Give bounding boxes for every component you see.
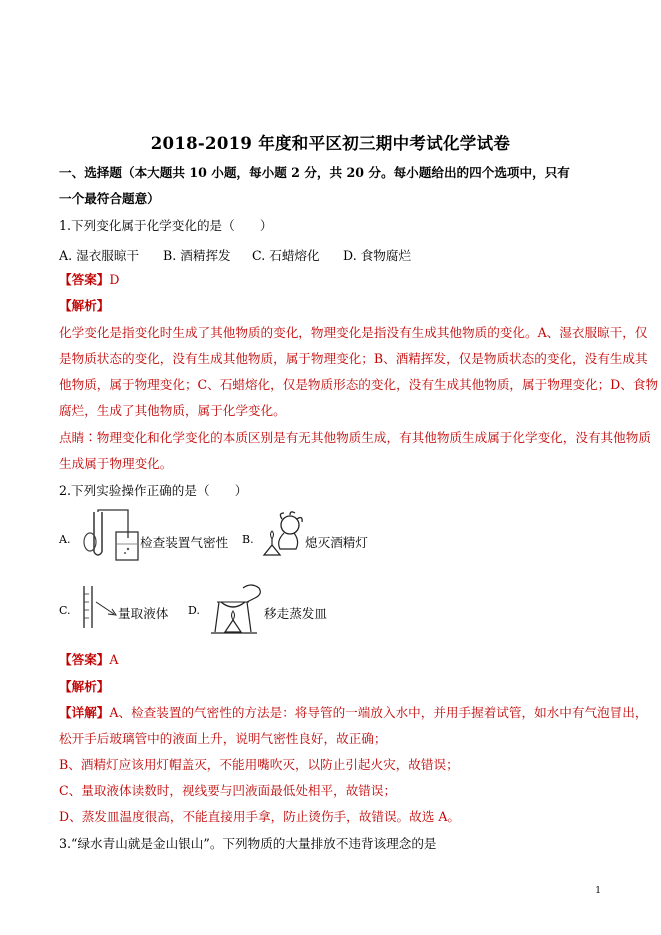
q1-option-a: A. 湿衣服晾干: [59, 248, 140, 263]
q2-detail-text-1: A、检查装置的气密性的方法是：将导管的一端放入水中，并用手握着试管，如水中有气泡冒出，: [109, 705, 648, 720]
q2-figure-d-caption: 移走蒸发皿: [264, 606, 327, 621]
q2-detail-line-4: C、量取液体读数时，视线要与凹液面最低处相平，故错误；: [59, 783, 397, 798]
q1-analysis-line-2: 是物质状态的变化，没有生成其他物质，属于物理变化；B、酒精挥发，仅是物质状态的变化，没有生成其: [59, 351, 648, 366]
q1-tip-line-2: 生成属于物理变化。: [59, 456, 173, 471]
q1-option-b: B. 酒精挥发: [163, 248, 231, 263]
q1-options: [59, 245, 411, 264]
q1-analysis-line-4: 腐烂，生成了其他物质，属于化学变化。: [59, 403, 286, 418]
measuring-cylinder-figure: [78, 584, 120, 630]
q1-analysis-line-1: 化学变化是指变化时生成了其他物质的变化，物理变化是指没有生成其他物质的变化。A、湿衣服晾干，仅: [59, 325, 648, 340]
q2-answer-tag: 【答案】: [59, 652, 110, 667]
q2-figure-c-caption: 量取液体: [118, 606, 169, 621]
q1-option-d: D. 食物腐烂: [343, 248, 412, 263]
q3-stem: 3.“绿水青山就是金山银山”。下列物质的大量排放不违背该理念的是: [59, 836, 437, 851]
airtightness-check-figure: [78, 508, 140, 564]
q1-analysis-line-3: 他物质，属于物理变化；C、石蜡熔化，仅是物质形态的变化，没有生成其他物质，属于物理变化；D、食物: [59, 377, 659, 392]
q2-figure-c-label: C.: [59, 604, 71, 617]
q2-detail-line-3: B、酒精灯应该用灯帽盖灭，不能用嘴吹灭，以防止引起火灾，故错误；: [59, 757, 459, 772]
q1-option-c: C. 石蜡熔化: [252, 248, 320, 263]
q2-figure-a-caption: 检查装置气密性: [140, 535, 229, 550]
q2-detail-line-1: [59, 705, 648, 721]
q1-tip-line-1: 点睛∶物理变化和化学变化的本质区别是有无其他物质生成，有其他物质生成属于化学变化，没有其他物质: [59, 430, 651, 445]
q2-analysis-tag: 【解析】: [59, 679, 110, 694]
q2-detail-line-5: D、蒸发皿温度很高，不能直接用手拿，防止烫伤手，故错误。故选 A。: [59, 809, 461, 824]
evaporating-dish-figure: [207, 582, 265, 636]
q2-detail-tag: 【详解】: [59, 705, 110, 720]
alcohol-lamp-figure: [256, 511, 308, 563]
q2-stem: 2.下列实验操作正确的是（ ）: [59, 483, 248, 498]
section-heading-line1: 一、选择题（本大题共 10 小题，每小题 2 分，共 20 分。每小题给出的四个选项中，只有: [59, 165, 570, 180]
q2-figure-b-caption: 熄灭酒精灯: [305, 535, 368, 550]
q2-answer: [59, 652, 604, 668]
q2-answer-value: A: [109, 652, 119, 667]
q2-figure-d-label: D.: [188, 604, 200, 617]
page-title: 2018-2019 年度和平区初三期中考试化学试卷: [150, 134, 511, 153]
q1-answer-value: D: [109, 272, 120, 287]
q1-analysis-tag: 【解析】: [59, 298, 110, 313]
q2-figure-b-label: B.: [242, 533, 254, 546]
section-heading-line2: 一个最符合题意）: [59, 191, 160, 206]
q2-detail-line-2: 松开手后玻璃管中的液面上升，说明气密性良好，故正确；: [59, 731, 387, 746]
q1-answer: [59, 272, 604, 288]
q2-figure-a-label: A.: [59, 533, 71, 546]
q1-stem: 1.下列变化属于化学变化的是（ ）: [59, 218, 273, 233]
page-number: 1: [595, 886, 601, 896]
q1-answer-tag: 【答案】: [59, 272, 110, 287]
